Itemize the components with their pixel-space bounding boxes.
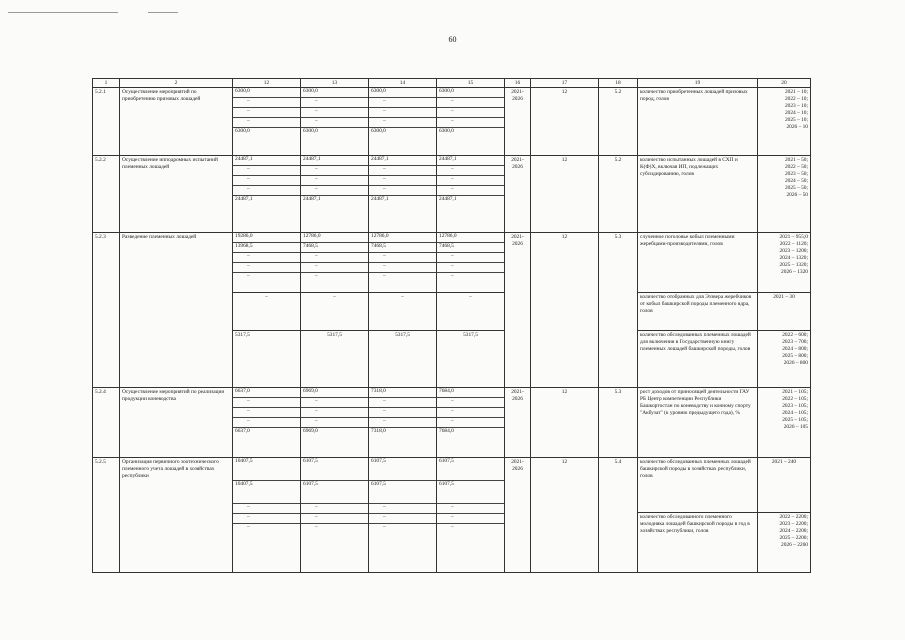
col-header: 2 [120, 79, 233, 88]
funding-value: 6107,5 [301, 481, 368, 504]
funding-subrow [437, 156, 504, 166]
funding-subrow [437, 98, 504, 108]
funding-value: – [451, 524, 454, 530]
measure-name: Осуществление мероприятий по реализации продукции коневодства [120, 388, 233, 458]
funding-value: 7468,5 [437, 243, 504, 253]
header-row [93, 79, 811, 88]
indicator-values: 2022 – 600; 2023 – 700; 2024 – 800; 2025 – 800; 2026 – 800 [758, 331, 811, 388]
funding-subrow [369, 273, 436, 283]
funding-subrow [369, 98, 436, 108]
funding-subrow [233, 233, 300, 243]
indicator: количество обследованных племенных лошадей башкирской породы в хозяйствах республики, голов [638, 458, 758, 513]
funding-value: – [437, 186, 504, 196]
funding-subrow [233, 428, 300, 438]
funding-subrow [301, 88, 368, 98]
funding-subrow [301, 398, 368, 408]
funding-value: – [233, 504, 300, 514]
funding-subrow [301, 504, 368, 514]
indicator: слученное поголовье кобыл племенными жеребцами-производителями, голов [638, 233, 758, 293]
funding-value: 7468,5 [369, 243, 436, 253]
funding-2022 [301, 233, 369, 293]
funding-subrow [369, 186, 436, 196]
funding-subrow [437, 504, 504, 514]
measure-name: Осуществление ипподромных испытаний племенных лошадей [120, 156, 233, 233]
funding-value: 6969,0 [301, 388, 368, 398]
col-header: 19 [638, 79, 758, 88]
funding-value: – [369, 166, 436, 176]
funding-subrow [437, 481, 504, 504]
funding-subrow [369, 514, 436, 524]
funding-2023 [369, 156, 437, 233]
funding-value: – [437, 108, 504, 118]
funding-subrow [301, 186, 368, 196]
col17: 12 [531, 458, 599, 573]
funding-value: – [301, 418, 368, 428]
funding-subrow [369, 166, 436, 176]
funding-subrow [301, 418, 368, 428]
funding-value: – [233, 98, 300, 108]
funding-subrow [369, 398, 436, 408]
funding-value: – [437, 408, 504, 418]
funding-value: – [369, 253, 436, 263]
funding-subrow [233, 388, 300, 398]
period: 2021- 2026 [505, 233, 531, 388]
funding-value: 6107,5 [301, 458, 368, 481]
funding-value: 6969,0 [303, 428, 318, 434]
funding-value: – [437, 118, 504, 128]
funding-value: 7684,0 [439, 428, 454, 434]
funding-subrow [233, 108, 300, 118]
funding-value: 6300,0 [439, 128, 454, 134]
funding-subrow [301, 243, 368, 253]
funding-value: – [301, 514, 368, 524]
table-row [93, 458, 811, 513]
funding-2021 [233, 233, 301, 293]
row-number: 5.2.1 [93, 88, 120, 156]
funding-value: 7468,5 [301, 243, 368, 253]
col-header: 16 [505, 79, 531, 88]
funding-value: 6107,5 [437, 458, 504, 481]
col-header: 1 [93, 79, 120, 88]
funding-value: – [233, 118, 300, 128]
funding-subrow [301, 166, 368, 176]
funding-value: 6300,0 [303, 128, 318, 134]
funding-subrow [437, 243, 504, 253]
funding-subrow [369, 458, 436, 481]
period: 2021- 2026 [505, 156, 531, 233]
funding-2021 [233, 458, 301, 573]
funding-value: – [233, 514, 300, 524]
measure-name: Организация первичного зоотехнического племенного учета лошадей в хозяйствах республики [120, 458, 233, 573]
indicator: количество обследованных племенных лошадей для включения в Государственную книгу племенных лошадей башкирской породы, голов [638, 331, 758, 388]
funding-value: 6107,5 [369, 458, 436, 481]
indicator-values: 2022 – 2200; 2023 – 2200; 2024 – 2200; 2025 – 2200; 2026 – 2260 [758, 513, 811, 573]
funding-value: 7684,0 [437, 388, 504, 398]
funding-subrow [437, 418, 504, 428]
funding-subrow [369, 108, 436, 118]
col-header: 14 [369, 79, 437, 88]
funding-subrow [369, 418, 436, 428]
funding-value: – [301, 176, 368, 186]
col17: 12 [531, 233, 599, 388]
row-number: 5.2.2 [93, 156, 120, 233]
funding-subrow [301, 273, 368, 283]
funding-value: – [233, 108, 300, 118]
funding-2023: – [369, 293, 437, 331]
funding-subrow [437, 273, 504, 283]
funding-subrow [369, 243, 436, 253]
row-number: 5.2.3 [93, 233, 120, 388]
col17: 12 [531, 156, 599, 233]
funding-subrow [437, 514, 504, 524]
funding-value: – [315, 524, 318, 530]
funding-subrow [301, 156, 368, 166]
table-row [93, 156, 811, 233]
funding-value: 12786,0 [437, 233, 504, 243]
funding-value: 24487,1 [439, 196, 457, 202]
funding-2024 [437, 88, 505, 156]
funding-value: – [301, 398, 368, 408]
funding-subrow [437, 253, 504, 263]
funding-subrow [437, 118, 504, 128]
funding-value: 6107,5 [369, 481, 436, 504]
funding-2024 [437, 156, 505, 233]
program-table [92, 78, 811, 573]
funding-value: – [437, 398, 504, 408]
funding-subrow [369, 263, 436, 273]
funding-value: 10407,5 [233, 481, 300, 504]
funding-subrow [301, 176, 368, 186]
measure-name: Осуществление мероприятий по приобретению призовых лошадей [120, 88, 233, 156]
funding-subrow [233, 481, 300, 504]
funding-subrow [301, 128, 368, 138]
funding-subrow [437, 458, 504, 481]
funding-2023 [369, 458, 437, 573]
funding-value: 24487,1 [371, 196, 389, 202]
funding-2021 [233, 88, 301, 156]
funding-value: – [369, 408, 436, 418]
funding-subrow [233, 514, 300, 524]
funding-subrow [301, 408, 368, 418]
funding-value: – [301, 166, 368, 176]
funding-subrow [437, 524, 504, 534]
indicator-values: 2021 – 10; 2022 – 10; 2023 – 10; 2024 – 10; 2025 – 10; 2026 – 10 [758, 88, 811, 156]
funding-2024 [437, 458, 505, 573]
funding-value: 6637,0 [233, 388, 300, 398]
funding-value: – [437, 176, 504, 186]
funding-subrow [437, 166, 504, 176]
col-header: 18 [599, 79, 638, 88]
indicator: количество отобранных для Эззвера жеребчиков от кобыл башкирской породы племенного ядра, голов [638, 293, 758, 331]
funding-subrow [437, 233, 504, 243]
funding-value: – [451, 273, 454, 279]
col18: 5.3 [599, 388, 638, 458]
funding-subrow [301, 233, 368, 243]
funding-value: 24487,1 [303, 196, 321, 202]
funding-subrow [369, 481, 436, 504]
indicator: рост доходов от приносящей деятельности ГАУ РБ Центр компетенции Республики Башкортостан по коневодству и конному спорту "Акбузат" (к уровню предыдущего года), % [638, 388, 758, 458]
funding-subrow [233, 398, 300, 408]
table-row [93, 88, 811, 156]
funding-subrow [437, 196, 504, 206]
funding-subrow [301, 481, 368, 504]
funding-subrow [437, 398, 504, 408]
funding-2024: – [437, 293, 505, 331]
funding-value: 6107,5 [437, 481, 504, 504]
funding-value: 12786,0 [369, 233, 436, 243]
funding-subrow [233, 504, 300, 514]
funding-value: – [437, 418, 504, 428]
funding-value: – [369, 398, 436, 408]
funding-subrow [233, 196, 300, 206]
funding-value: 6300,0 [437, 88, 504, 98]
col-header: 17 [531, 79, 599, 88]
funding-value: – [233, 166, 300, 176]
col17: 12 [531, 88, 599, 156]
scan-artifact-line [8, 12, 118, 13]
funding-subrow [369, 156, 436, 166]
funding-value: – [437, 504, 504, 514]
funding-value: 13968,5 [233, 243, 300, 253]
funding-subrow [437, 186, 504, 196]
funding-2022: 5317,5 [301, 331, 369, 388]
funding-subrow [301, 428, 368, 438]
indicator-values: 2021 – 240 [758, 458, 811, 513]
indicator: количество обследованного племенного молодняка лошадей башкирской породы в год в хозяйствах республики, голов [638, 513, 758, 573]
funding-2023 [369, 233, 437, 293]
funding-subrow [437, 428, 504, 438]
funding-value: – [301, 504, 368, 514]
funding-subrow [369, 196, 436, 206]
funding-2022 [301, 458, 369, 573]
funding-value: 19286,0 [233, 233, 300, 243]
period: 2021- 2026 [505, 388, 531, 458]
col18: 5.4 [599, 458, 638, 573]
funding-subrow [301, 514, 368, 524]
funding-subrow [233, 253, 300, 263]
funding-value: 10407,5 [233, 458, 300, 481]
funding-subrow [233, 186, 300, 196]
funding-subrow [369, 88, 436, 98]
funding-2021 [233, 388, 301, 458]
indicator: количество испытанных лошадей в СХП и К(Ф)Х, включая ИП, подлежащих субсидированию, голов [638, 156, 758, 233]
funding-value: – [301, 118, 368, 128]
col-header: 12 [233, 79, 301, 88]
col-header: 20 [758, 79, 811, 88]
funding-subrow [369, 128, 436, 138]
table-row [93, 388, 811, 458]
indicator-values: 2021 – 105; 2022 – 105; 2023 – 105; 2024 – 105; 2025 – 105; 2026 – 105 [758, 388, 811, 458]
row-number: 5.2.5 [93, 458, 120, 573]
funding-2022 [301, 156, 369, 233]
row-number: 5.2.4 [93, 388, 120, 458]
funding-value: – [437, 253, 504, 263]
funding-value: 24487,1 [301, 156, 368, 166]
funding-subrow [437, 128, 504, 138]
funding-2024 [437, 388, 505, 458]
funding-subrow [369, 428, 436, 438]
funding-value: 7318,0 [369, 388, 436, 398]
funding-2021: – [233, 293, 301, 331]
funding-value: 24487,1 [369, 156, 436, 166]
funding-subrow [301, 196, 368, 206]
funding-value: – [233, 398, 300, 408]
funding-subrow [233, 243, 300, 253]
funding-value: 6300,0 [235, 128, 250, 134]
funding-subrow [233, 418, 300, 428]
funding-value: – [315, 273, 318, 279]
funding-subrow [233, 176, 300, 186]
funding-subrow [301, 458, 368, 481]
funding-value: – [301, 263, 368, 273]
funding-subrow [369, 388, 436, 398]
col17: 12 [531, 388, 599, 458]
funding-value: 24487,1 [235, 196, 253, 202]
col18: 5.2 [599, 88, 638, 156]
funding-subrow [301, 524, 368, 534]
funding-subrow [369, 253, 436, 263]
col-header: 15 [437, 79, 505, 88]
funding-subrow [233, 458, 300, 481]
funding-value: – [369, 263, 436, 273]
funding-value: – [301, 98, 368, 108]
funding-value: – [301, 108, 368, 118]
funding-2023: 5317,5 [369, 331, 437, 388]
funding-value: – [247, 524, 250, 530]
funding-value: – [437, 263, 504, 273]
funding-subrow [233, 118, 300, 128]
funding-value: – [383, 273, 386, 279]
funding-value: – [233, 408, 300, 418]
col18: 5.3 [599, 233, 638, 388]
funding-2021: 5317,5 [233, 331, 301, 388]
measure-name: Разведение племенных лошадей [120, 233, 233, 388]
funding-subrow [369, 524, 436, 534]
funding-subrow [301, 108, 368, 118]
funding-value: – [369, 186, 436, 196]
funding-value: 6300,0 [369, 88, 436, 98]
funding-value: – [369, 118, 436, 128]
funding-subrow [301, 98, 368, 108]
period: 2021- 2026 [505, 88, 531, 156]
funding-value: – [369, 176, 436, 186]
funding-value: – [233, 263, 300, 273]
col-header: 13 [301, 79, 369, 88]
funding-value: – [233, 176, 300, 186]
funding-2024 [437, 233, 505, 293]
funding-value: 7318,0 [371, 428, 386, 434]
funding-subrow [301, 388, 368, 398]
funding-subrow [301, 263, 368, 273]
funding-value: – [369, 98, 436, 108]
indicator-values: 2021 – 50; 2022 – 50; 2023 – 50; 2024 – 50; 2025 – 50; 2026 – 50 [758, 156, 811, 233]
funding-subrow [437, 408, 504, 418]
funding-subrow [437, 88, 504, 98]
funding-value: 6300,0 [371, 128, 386, 134]
funding-subrow [369, 408, 436, 418]
funding-2022 [301, 88, 369, 156]
funding-value: – [369, 418, 436, 428]
table-row [93, 233, 811, 293]
funding-subrow [233, 408, 300, 418]
funding-value: – [233, 253, 300, 263]
funding-value: – [233, 186, 300, 196]
indicator: количество приобретенных лошадей призовых пород, голов [638, 88, 758, 156]
funding-value: 6300,0 [301, 88, 368, 98]
funding-value: – [301, 253, 368, 263]
indicator-values: 2021 – 955;0 2022 – 1120; 2023 – 1200; 2024 – 1320; 2025 – 1320; 2026 – 1320 [758, 233, 811, 293]
funding-value: – [301, 408, 368, 418]
funding-2023 [369, 88, 437, 156]
funding-value: 12786,0 [301, 233, 368, 243]
funding-value: – [369, 504, 436, 514]
funding-subrow [233, 166, 300, 176]
funding-value: 6300,0 [233, 88, 300, 98]
funding-value: 6637,0 [235, 428, 250, 434]
funding-value: 24487,1 [437, 156, 504, 166]
scan-artifact-line [148, 12, 178, 13]
funding-subrow [233, 156, 300, 166]
funding-value: – [437, 514, 504, 524]
funding-subrow [233, 88, 300, 98]
funding-subrow [369, 233, 436, 243]
funding-subrow [369, 118, 436, 128]
funding-subrow [301, 118, 368, 128]
funding-subrow [437, 176, 504, 186]
period: 2021- 2026 [505, 458, 531, 573]
funding-value: – [369, 108, 436, 118]
funding-subrow [369, 176, 436, 186]
funding-subrow [233, 263, 300, 273]
funding-subrow [233, 128, 300, 138]
funding-subrow [437, 108, 504, 118]
funding-subrow [233, 98, 300, 108]
funding-subrow [233, 524, 300, 534]
indicator-values: 2021 – 30 [758, 293, 811, 331]
funding-2022: – [301, 293, 369, 331]
funding-subrow [437, 388, 504, 398]
funding-value: – [437, 98, 504, 108]
funding-2022 [301, 388, 369, 458]
funding-value: – [247, 273, 250, 279]
funding-value: – [301, 186, 368, 196]
col18: 5.2 [599, 156, 638, 233]
page-number: 60 [448, 35, 457, 44]
funding-value: – [383, 524, 386, 530]
funding-subrow [369, 504, 436, 514]
funding-2024: 5317,5 [437, 331, 505, 388]
funding-subrow [233, 273, 300, 283]
funding-2023 [369, 388, 437, 458]
funding-subrow [301, 253, 368, 263]
funding-value: – [369, 514, 436, 524]
funding-value: – [233, 418, 300, 428]
funding-value: – [437, 166, 504, 176]
funding-value: 24487,1 [233, 156, 300, 166]
funding-subrow [437, 263, 504, 273]
funding-2021 [233, 156, 301, 233]
